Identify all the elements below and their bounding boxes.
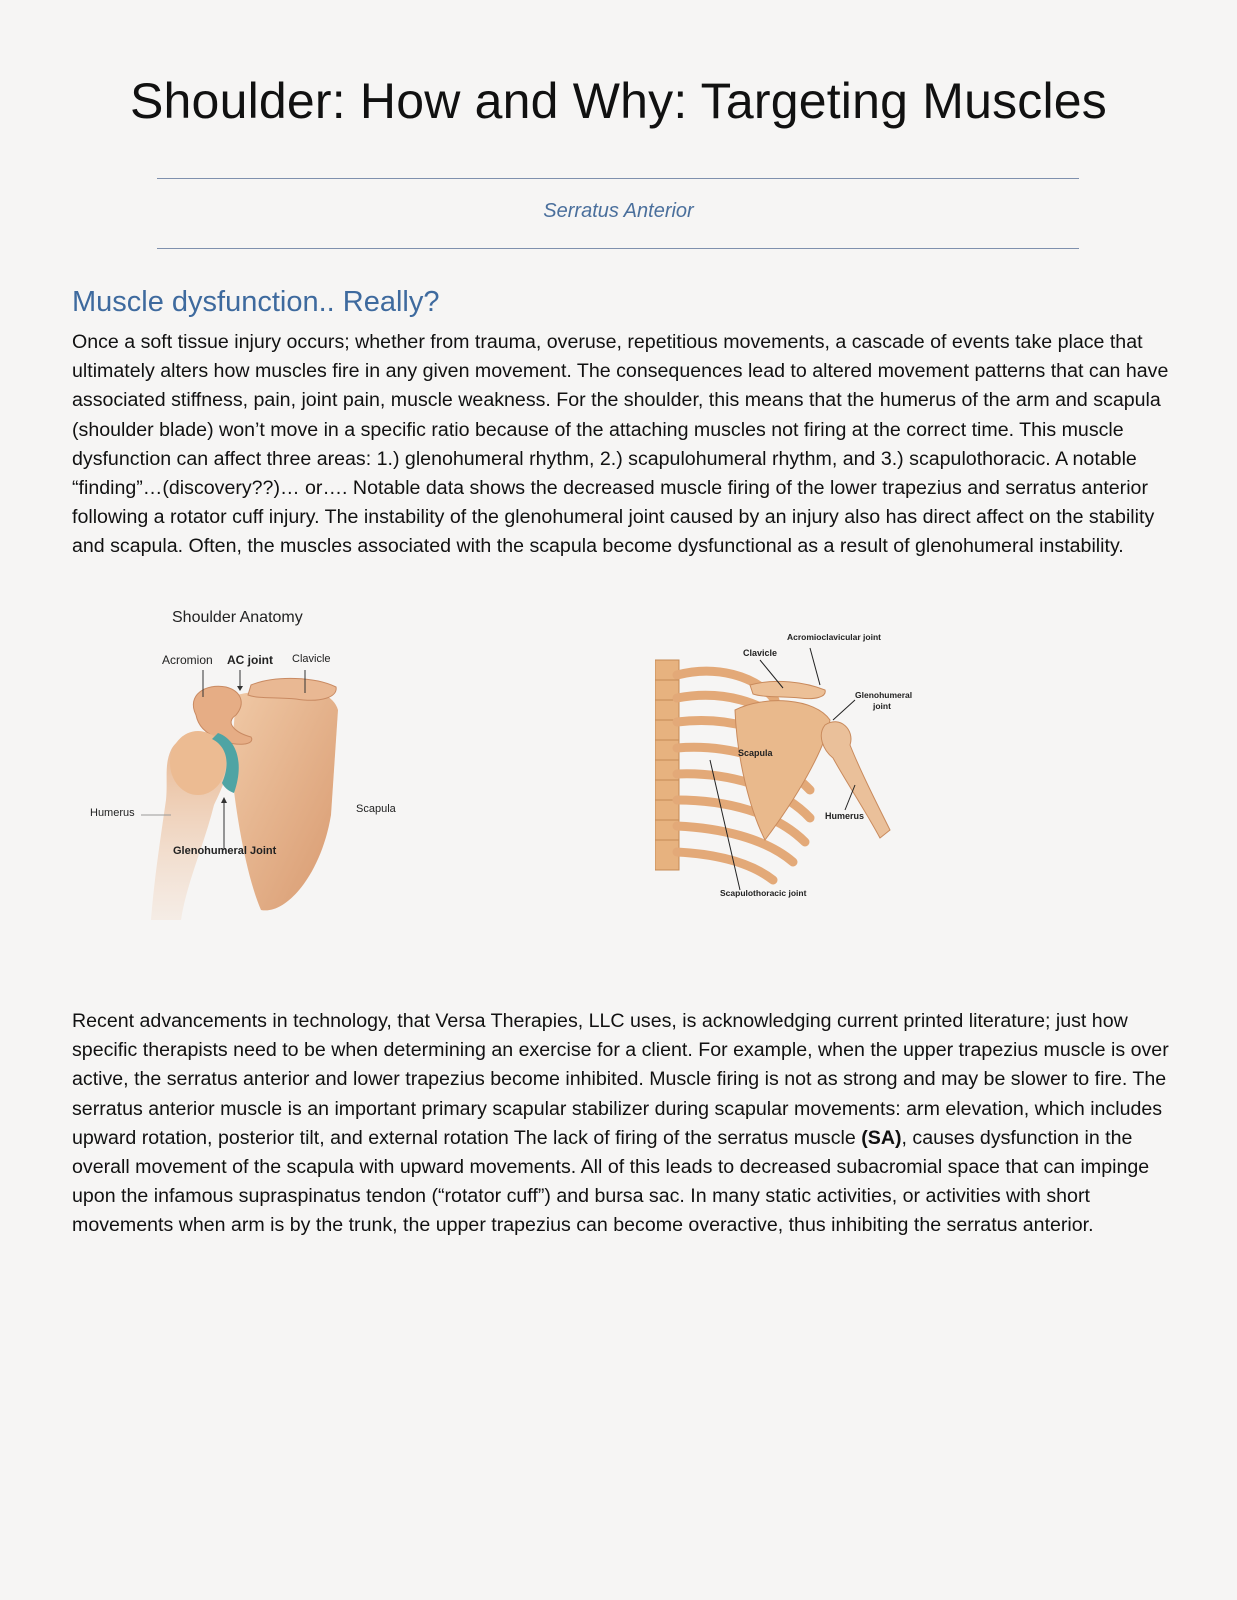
label2-glenohumeral-line1: Glenohumeral <box>855 690 913 700</box>
clavicle-shape <box>248 678 336 700</box>
label2-scapula: Scapula <box>738 748 773 758</box>
shoulder-anatomy-figure <box>86 609 416 945</box>
spine-shape <box>655 660 679 870</box>
label2-scapulothoracic-joint: Scapulothoracic joint <box>720 888 807 898</box>
subtitle: Serratus Anterior <box>543 200 694 222</box>
label-clavicle: Clavicle <box>292 653 331 665</box>
scapula-ribcage-figure <box>655 632 935 920</box>
label2-humerus: Humerus <box>825 811 865 821</box>
scapula-ribcage-illustration <box>655 640 935 920</box>
paragraph-2 <box>72 1007 1172 1241</box>
label-acromion: Acromion <box>162 653 213 667</box>
page-title: Shoulder: How and Why: Targeting Muscles <box>130 73 1107 129</box>
paragraph-1: Once a soft tissue injury occurs; whether from trauma, overuse, repetitious movements, a cascade of events take place that ultimately alters how muscles fire in any given movement. The consequences lead to altered movement patterns that can have associated stiffness, pain, joint pain, muscle weakness. For the shoulder, this means that the humerus of the arm and scapula (shoulder blade) won’t move in a specific ratio because of the attaching muscles not firing at the correct time. This muscle dysfunction can affect three areas: 1.) glenohumeral rhythm, 2.) scapulohumeral rhythm, and 3.) scapulothoracic. A notable “finding”…(discovery??)… or…. Notable data shows the decreased muscle firing of the lower trapezius and serratus anterior following a rotator cuff injury. The instability of the glenohumeral joint caused by an injury also has direct affect on the stability and scapula. Often, the muscles associated with the scapula become dysfunctional as a result of glenohumeral instability. <box>72 331 1169 558</box>
figure-title: Shoulder Anatomy <box>172 609 303 626</box>
label2-acromioclavicular-joint: Acromioclavicular joint <box>787 632 881 642</box>
scapula-shape-2 <box>735 701 830 840</box>
label-humerus: Humerus <box>90 807 135 819</box>
clavicle-shape-2 <box>750 681 825 698</box>
label-scapula: Scapula <box>356 803 396 815</box>
label-ac-joint: AC joint <box>227 653 273 667</box>
paragraph-2-bold: (SA) <box>861 1126 902 1149</box>
label2-glenohumeral-line2: joint <box>873 701 891 711</box>
paragraph-2-text-a: Recent advancements in technology, that Versa Therapies, LLC uses, is acknowledging current printed literature; just how specific therapists need to be when determining an exercise for a client. For example, when the upper trapezius muscle is over active, the serratus anterior and lower trapezius become inhibited. Muscle firing is not as strong and may be slower to fire. The serratus anterior muscle is an important primary scapular stabilizer during scapular movements: arm elevation, which includes upward rotation, posterior tilt, and external rotation The lack of firing of the serratus muscle <box>72 1010 1169 1149</box>
section-heading: Muscle dysfunction.. Really? <box>72 286 440 318</box>
label2-clavicle: Clavicle <box>743 648 778 658</box>
divider-top <box>157 178 1079 179</box>
paragraph-2-text-b: , causes dysfunction in the overall movement of the scapula with upward movements. All of this leads to decreased subacromial space that can impinge upon the infamous supraspinatus tendon (“rotator cuff”) and bursa sac. In many static activities, or activities with short movements when arm is by the trunk, the upper trapezius can become overactive, thus inhibiting the serratus anterior. <box>72 1126 1150 1237</box>
label-glenohumeral-joint: Glenohumeral Joint <box>173 845 277 857</box>
scapula-shape <box>231 689 338 911</box>
divider-bottom <box>157 248 1079 249</box>
